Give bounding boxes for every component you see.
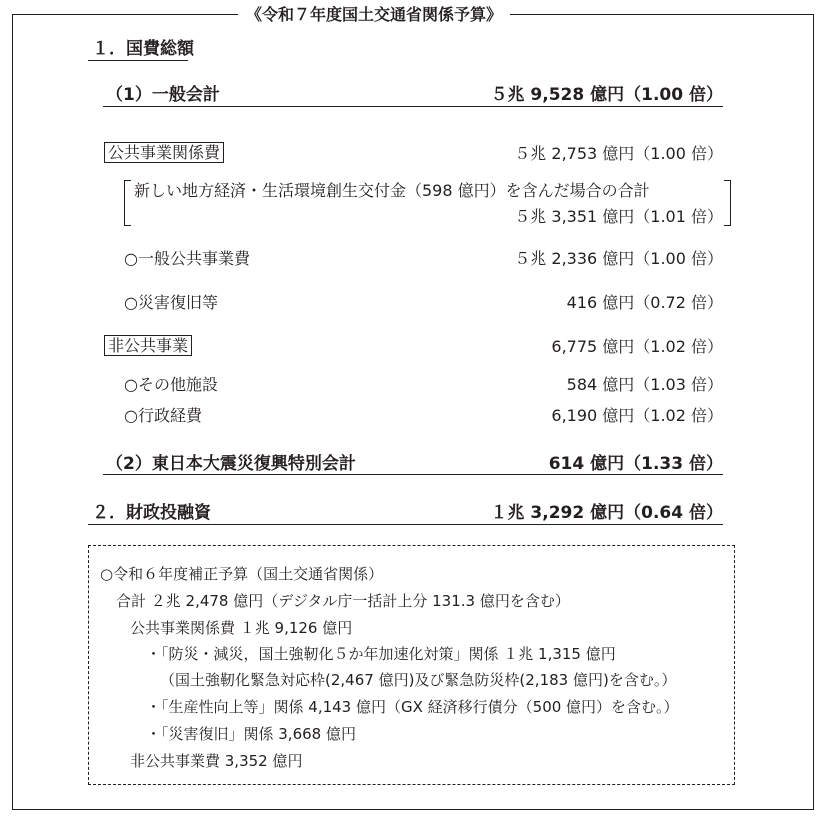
disaster-recovery-amount: 416 億円（0.72 倍） [566,293,723,312]
non-public-works-label: 非公共事業 [104,335,192,356]
supplementary-item2: ・「生産性向上等」関係 4,143 億円（GX 経済移行債分（500 億円）を含む。） [146,698,679,716]
general-account-amount: ５兆 9,528 億円（1.00 倍） [490,85,723,105]
bracket-right [724,180,731,226]
general-public-works-label: ○一般公共事業費 [124,249,250,268]
public-works-amount: ５兆 2,753 億円（1.00 倍） [514,144,723,163]
section1-heading: １．国費総額 [92,39,194,59]
supplementary-item3: ・「災害復旧」関係 3,668 億円 [146,725,356,743]
supplementary-item1-note: （国土強靭化緊急対応枠(2,467 億円)及び緊急防災枠(2,183 億円)を含む。） [160,671,677,689]
bracket-note-amount: ５兆 3,351 億円（1.01 倍） [514,207,723,226]
general-account-underline [103,106,723,107]
special-account-amount: 614 億円（1.33 倍） [548,454,723,474]
general-account-label: （1）一般会計 [106,85,220,105]
other-facilities-label: ○その他施設 [124,375,218,394]
section2-amount: １兆 3,292 億円（0.64 倍） [490,503,723,523]
public-works-label: 公共事業関係費 [104,142,224,163]
admin-costs-amount: 6,190 億円（1.02 倍） [551,406,723,425]
disaster-recovery-label: ○災害復旧等 [124,293,218,312]
section2-heading: ２．財政投融資 [92,503,211,523]
admin-costs-label: ○行政経費 [124,406,202,425]
other-facilities-amount: 584 億円（1.03 倍） [566,375,723,394]
bracket-left [124,180,131,226]
special-account-underline [103,474,723,475]
supplementary-public-works: 公共事業関係費 １兆 9,126 億円 [130,619,353,637]
supplementary-item1: ・「防災・減災，国土強靭化５か年加速化対策」関係 １兆 1,315 億円 [146,645,616,663]
supplementary-total: 合計 ２兆 2,478 億円（デジタル庁一括計上分 131.3 億円を含む） [116,592,570,610]
non-public-works-amount: 6,775 億円（1.02 倍） [551,337,723,356]
special-account-label: （2）東日本大震災復興特別会計 [106,454,356,474]
section1-heading-underline [88,60,188,61]
section2-underline [88,524,723,525]
page-title: 《令和７年度国土交通省関係予算》 [238,3,510,27]
general-public-works-amount: ５兆 2,336 億円（1.00 倍） [514,249,723,268]
supplementary-title: ○令和６年度補正予算（国土交通省関係） [100,565,384,583]
supplementary-non-public: 非公共事業費 3,352 億円 [130,752,303,770]
bracket-note-text: 新しい地方経済・生活環境創生交付金（598 億円）を含んだ場合の合計 [134,181,650,200]
